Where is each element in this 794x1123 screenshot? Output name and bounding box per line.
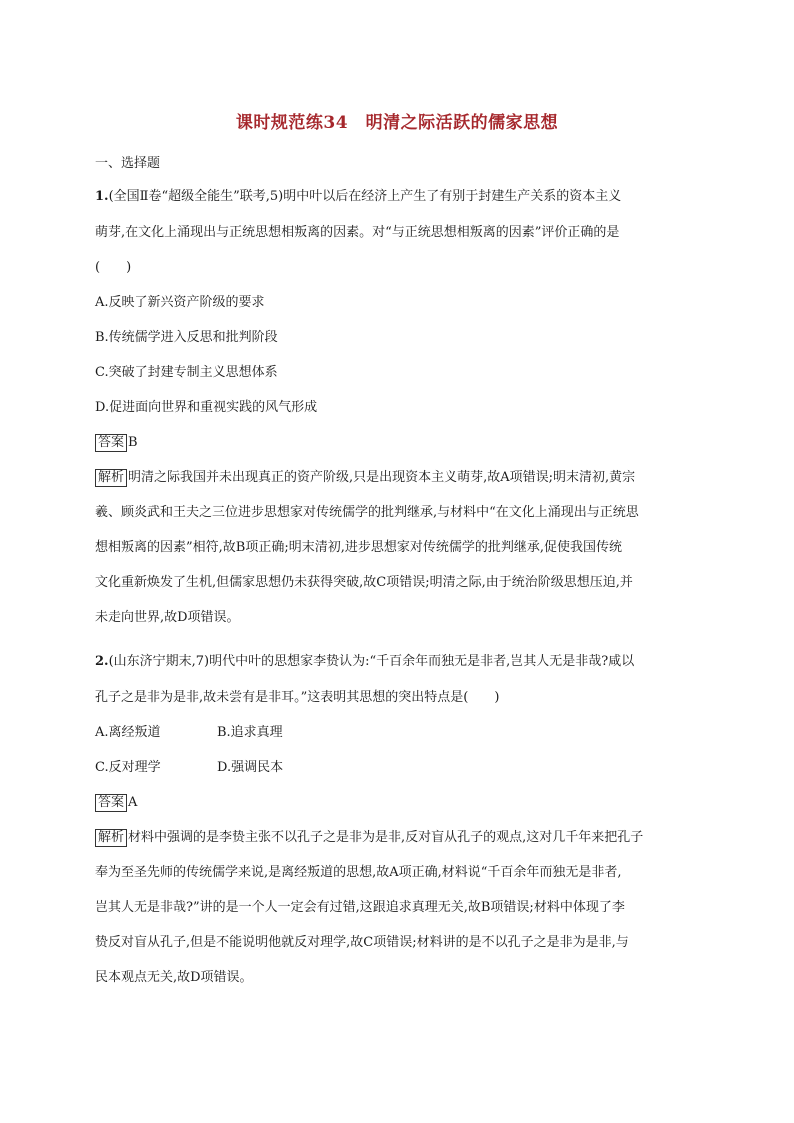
page-title: 课时规范练34 明清之际活跃的儒家思想 xyxy=(235,113,559,133)
analysis-tag: 解析 xyxy=(95,469,127,487)
question-stem-line: ( ) xyxy=(95,260,132,275)
stem-text: (全国Ⅱ卷“超级全能生”联考,5)明中叶以后在经济上产生了有别于封建生产关系的资本主义 xyxy=(108,189,622,204)
analysis-tag: 解析 xyxy=(95,829,127,847)
analysis-text: 材料中强调的是李贽主张不以孔子之是非为是非,反对盲从孔子的观点,这对几千年来把孔子 xyxy=(128,830,644,845)
option-c: C.突破了封建专制主义思想体系 xyxy=(95,365,278,380)
answer-value: B xyxy=(128,435,138,450)
analysis-line: 民本观点无关,故D项错误。 xyxy=(95,970,253,985)
option-b: B.传统儒学进入反思和批判阶段 xyxy=(95,330,278,345)
analysis-line: 未走向世界,故D项错误。 xyxy=(95,610,240,625)
question-2 xyxy=(95,652,695,995)
analysis-line: 文化重新焕发了生机,但儒家思想仍未获得突破,故C项错误;明清之际,由于统治阶级思想压迫,并 xyxy=(95,575,633,590)
answer-line xyxy=(95,785,695,820)
question-stem-line: 孔子之是非为是非,故未尝有是非耳。”这表明其思想的突出特点是( ) xyxy=(95,690,500,705)
option-d: D.促进面向世界和重视实践的风气形成 xyxy=(95,400,318,415)
option-d: D.强调民本 xyxy=(217,760,284,775)
option-a: A.离经叛道 xyxy=(95,725,161,740)
answer-line xyxy=(95,425,695,460)
question-number: 2. xyxy=(95,654,109,669)
option-b: B.追求真理 xyxy=(217,725,283,740)
option-c: C.反对理学 xyxy=(95,760,161,775)
analysis-text: 明清之际我国并未出现真正的资产阶级,只是出现资本主义萌芽,故A项错误;明末清初,黄宗 xyxy=(128,470,636,485)
question-stem-line xyxy=(95,652,695,672)
question-stem-line: 萌芽,在文化上涌现出与正统思想相叛离的因素。对“与正统思想相叛离的因素”评价正确的是 xyxy=(95,225,620,240)
section-heading: 一、选择题 xyxy=(95,156,161,171)
question-stem-line xyxy=(95,187,695,207)
option-row xyxy=(95,715,695,750)
option-row xyxy=(95,750,695,785)
option-a: A.反映了新兴资产阶级的要求 xyxy=(95,295,265,310)
analysis-line: 想相叛离的因素”相符,故B项正确;明末清初,进步思想家对传统儒学的批判继承,促使我国传统 xyxy=(95,540,622,555)
stem-text: (山东济宁期末,7)明代中叶的思想家李贽认为:“千百余年而独无是非者,岂其人无是非哉?咸以 xyxy=(108,654,635,669)
analysis-line xyxy=(95,820,695,855)
answer-tag: 答案 xyxy=(95,434,127,452)
answer-tag: 答案 xyxy=(95,794,127,812)
analysis-line: 奉为至圣先师的传统儒学来说,是离经叛道的思想,故A项正确,材料说“千百余年而独无是非者, xyxy=(95,865,622,880)
answer-value: A xyxy=(128,795,138,810)
question-number: 1. xyxy=(95,189,109,204)
analysis-line: 羲、顾炎武和王夫之三位进步思想家对传统儒学的批判继承,与材料中“在文化上涌现出与正统思 xyxy=(95,505,639,520)
question-1 xyxy=(95,187,695,635)
analysis-line: 岂其人无是非哉?”讲的是一个人一定会有过错,这跟追求真理无关,故B项错误;材料中体现了李 xyxy=(95,900,625,915)
analysis-line xyxy=(95,460,695,495)
analysis-line: 贽反对盲从孔子,但是不能说明他就反对理学,故C项错误;材料讲的是不以孔子之是非为是非,与 xyxy=(95,935,629,950)
